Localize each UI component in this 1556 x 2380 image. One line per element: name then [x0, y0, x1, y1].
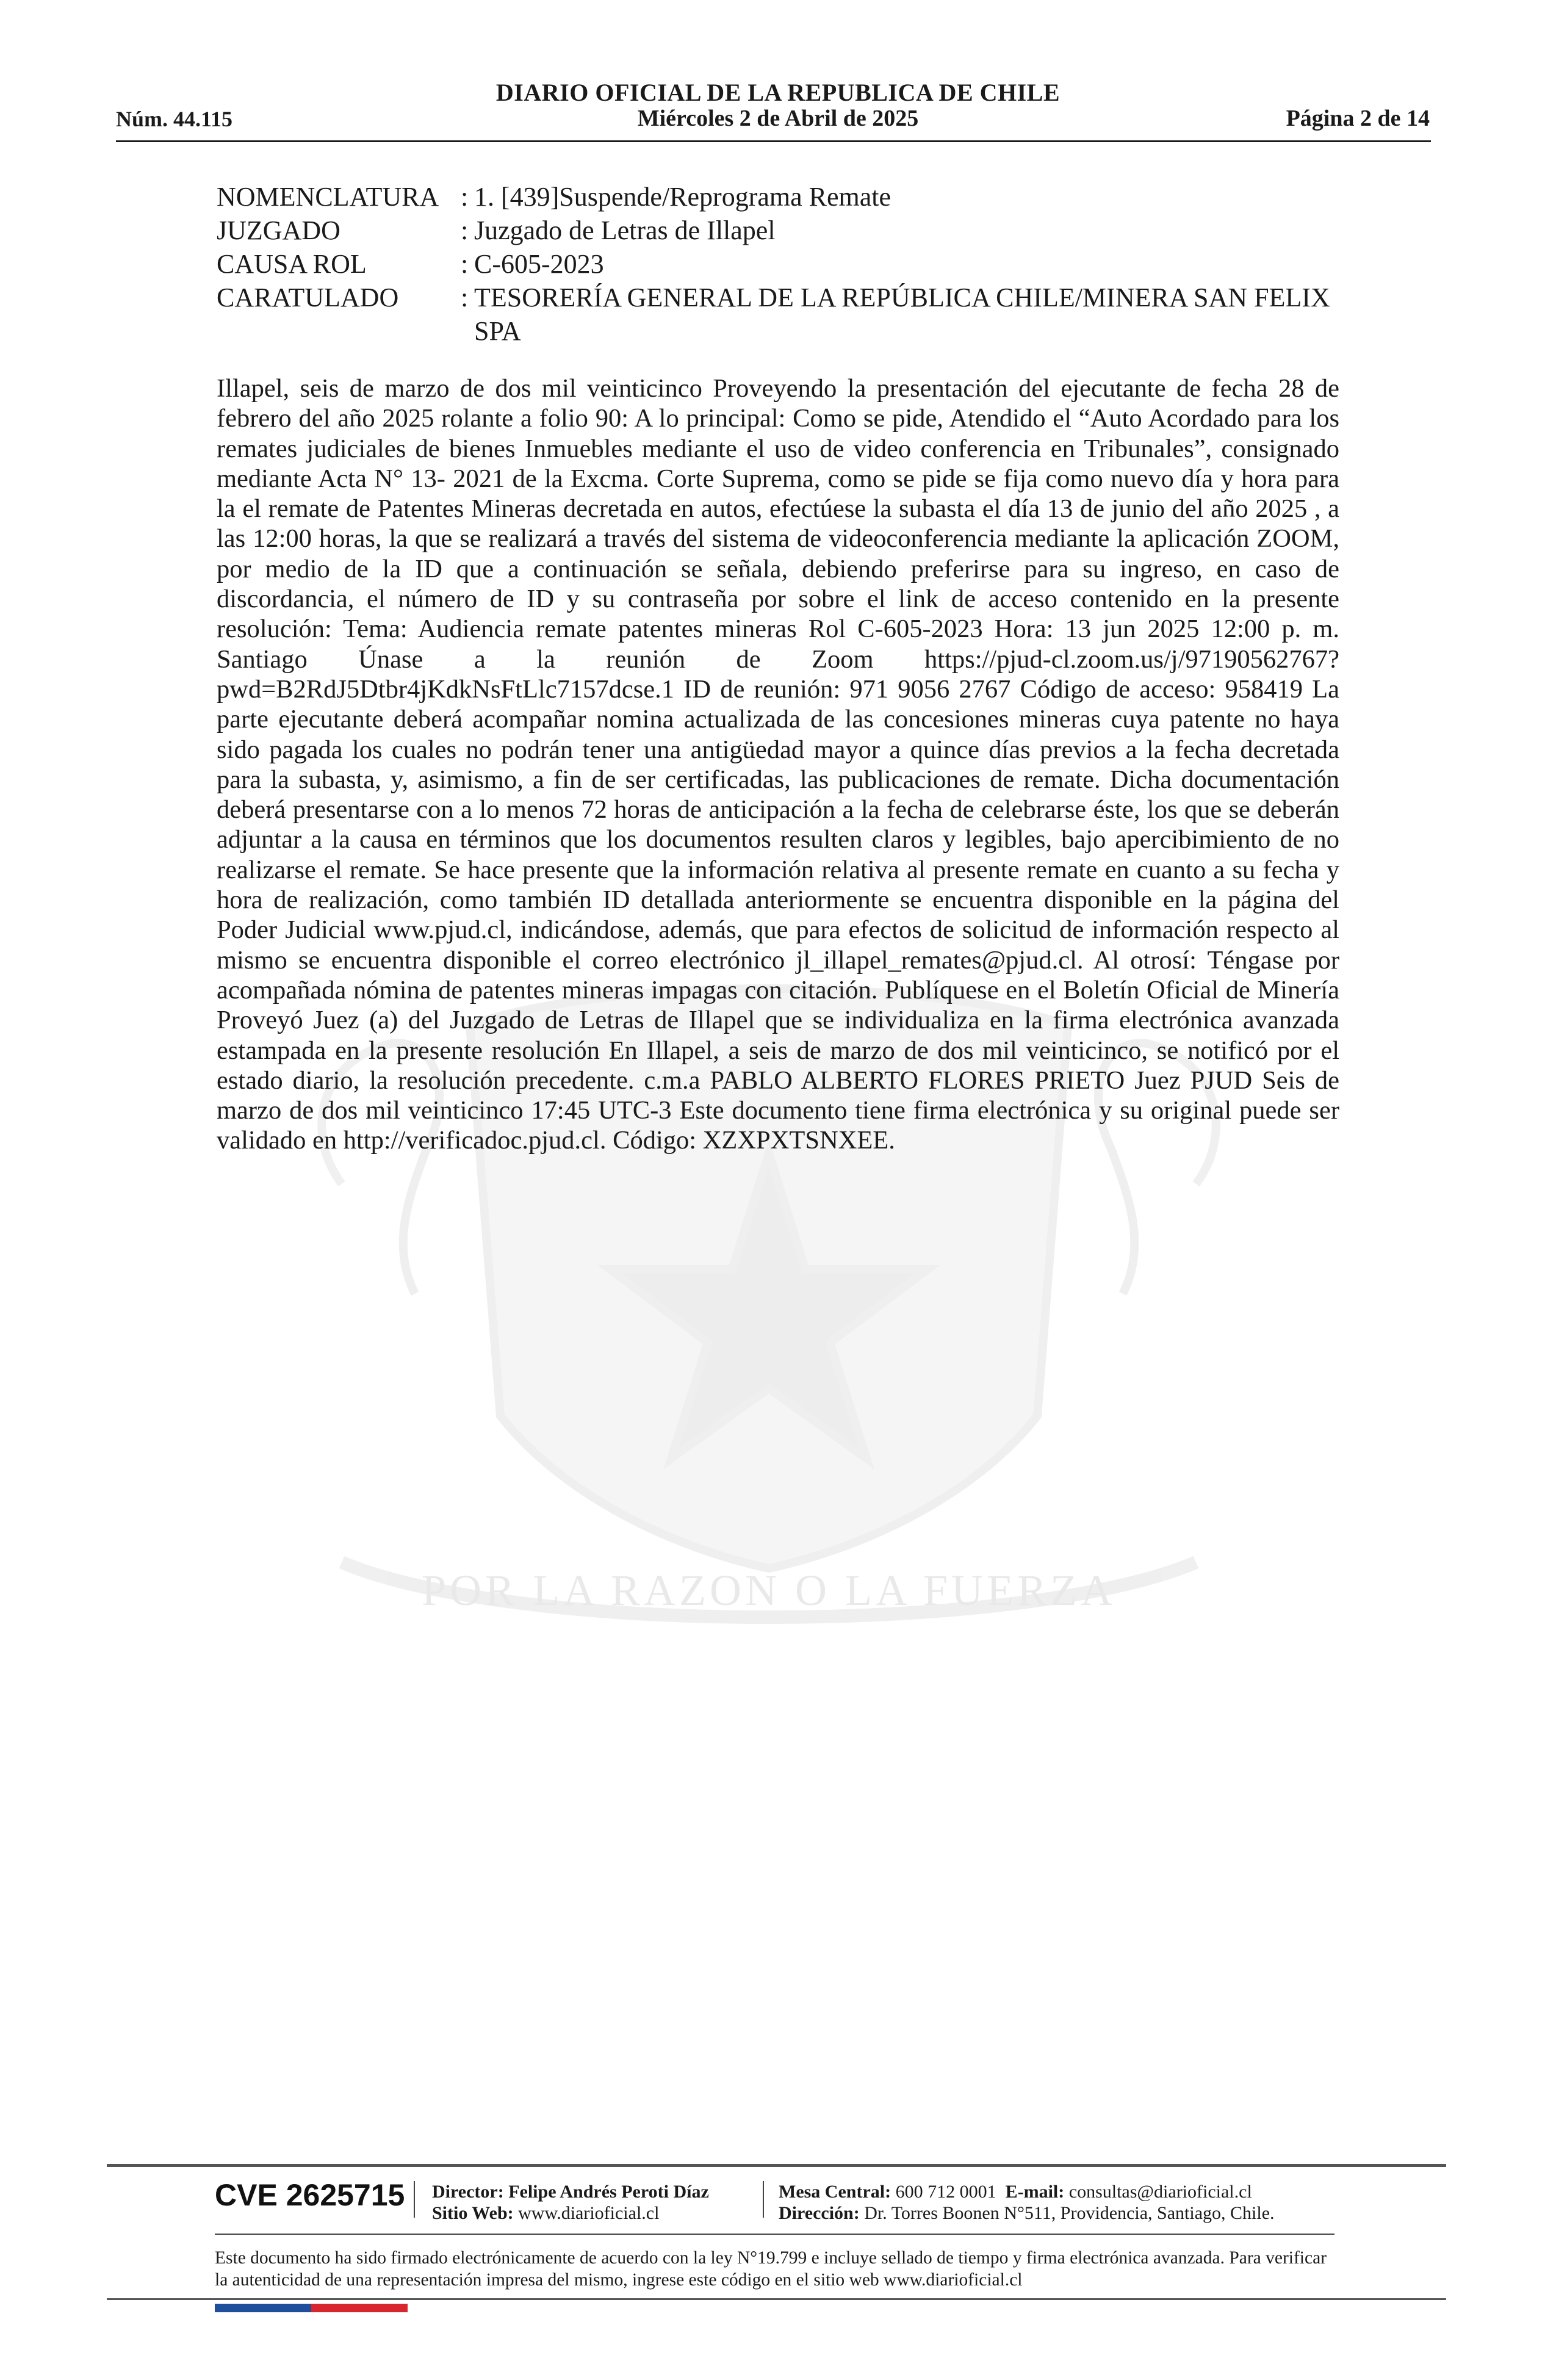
meta-separator: : — [461, 182, 469, 212]
footer-divider-top — [107, 2164, 1446, 2167]
meta-row-caratulado — [217, 281, 1345, 348]
meta-key: CARATULADO — [217, 283, 399, 312]
watermark-motto: POR LA RAZON O LA FUERZA — [421, 1566, 1117, 1615]
address-label: Dirección: — [779, 2203, 860, 2223]
meta-value: TESORERÍA GENERAL DE LA REPÚBLICA CHILE/MINERA SAN FELIX SPA — [474, 283, 1330, 346]
footer-divider-mid — [215, 2234, 1334, 2235]
footer-divider-bottom — [107, 2298, 1446, 2300]
flag-stripe-blue — [215, 2304, 311, 2312]
meta-key: CAUSA ROL — [217, 249, 367, 279]
meta-key: JUZGADO — [217, 215, 340, 245]
footer-contact-block — [779, 2181, 1275, 2224]
header-divider — [116, 140, 1431, 142]
meta-row-causa-rol — [217, 247, 1345, 281]
phone-label: Mesa Central: — [779, 2182, 891, 2202]
phone-value: 600 712 0001 — [895, 2182, 996, 2202]
page-indicator: Página 2 de 14 — [1286, 106, 1430, 131]
footer-separator — [763, 2181, 764, 2218]
cve-code: CVE 2625715 — [215, 2178, 405, 2212]
case-metadata — [217, 180, 1345, 348]
issue-number: Núm. 44.115 — [116, 107, 233, 131]
meta-key: NOMENCLATURA — [217, 182, 439, 212]
email-label: E-mail: — [1005, 2182, 1065, 2202]
flag-stripe-red — [311, 2304, 408, 2312]
issue-date: Miércoles 2 de Abril de 2025 — [637, 106, 919, 131]
meta-value: C-605-2023 — [474, 249, 604, 279]
legal-notice: Este documento ha sido firmado electrónicamente de acuerdo con la ley N°19.799 e incluye sellado de tiempo y firma electrónica avanzada. Para verificar la autenticidad de una representación impresa del mismo, ingrese este código en el sitio web www.diarioficial.cl — [215, 2248, 1327, 2290]
email-link[interactable]: consultas@diarioficial.cl — [1068, 2182, 1252, 2202]
director-label: Director: — [432, 2182, 504, 2202]
address-value: Dr. Torres Boonen N°511, Providencia, Santiago, Chile. — [864, 2203, 1275, 2223]
footer-director-block — [432, 2181, 709, 2224]
resolution-body: Illapel, seis de marzo de dos mil veinticinco Proveyendo la presentación del ejecutante de fecha 28 de febrero del año 2025 rolante a folio 90: A lo principal: Como se pide, Atendido el “Auto Acordado para los remates judiciales de bienes Inmuebles mediante el uso de video conferencia en Tribunales”, consignado mediante Acta N° 13- 2021 de la Excma. Corte Suprema, como se pide se fija como nuevo día y hora para la el remate de Patentes Mineras decretada en autos, efectúese la subasta el día 13 de junio del año 2025 , a las 12:00 horas, la que se realizará a través del sistema de videoconferencia mediante la aplicación ZOOM, por medio de la ID que a continuación se señala, debiendo preferirse para su ingreso, en caso de discordancia, el número de ID y su contraseña por sobre el link de acceso contenido en la presente resolución: Tema: Audiencia remate patentes mineras Rol C-605-2023 Hora: 13 jun 2025 12:00 p. m. Santiago Únase a la reunión de Zoom https://pjud-cl.zoom.us/j/97190562767?pwd=B2RdJ5Dtbr4jKdkNsFtLlc7157dcse.1 ID de reunión: 971 9056 2767 Código de acceso: 958419 La parte ejecutante deberá acompañar nomina actualizada de las concesiones mineras cuya patente no haya sido pagada los cuales no podrán tener una antigüedad mayor a quince días previos a la fecha decretada para la subasta, y, asimismo, a fin de ser certificadas, las publicaciones de remate. Dicha documentación deberá presentarse con a lo menos 72 horas de anticipación a la fecha de celebrarse éste, los que se deberán adjuntar a la causa en términos que los documentos resulten claros y legibles, bajo apercibimiento de no realizarse el remate. Se hace presente que la información relativa al presente remate en cuanto a su fecha y hora de realización, como también ID detallada anteriormente se encuentra disponible en la página del Poder Judicial www.pjud.cl, indicándose, además, que para efectos de solicitud de información respecto al mismo se encuentra disponible el correo electrónico jl_illapel_remates@pjud.cl. Al otrosí: Téngase por acompañada nómina de patentes mineras impagas con citación. Publíquese en el Boletín Oficial de Minería Proveyó Juez (a) del Juzgado de Letras de Illapel que se individualiza en la firma electrónica avanzada estampada en la presente resolución En Illapel, a seis de marzo de dos mil veinticinco, se notificó por el estado diario, la resolución precedente. c.m.a PABLO ALBERTO FLORES PRIETO Juez PJUD Seis de marzo de dos mil veinticinco 17:45 UTC-3 Este documento tiene firma electrónica y su original puede ser validado en http://verificadoc.pjud.cl. Código: XZXPXTSNXEE. — [217, 374, 1339, 1155]
meta-row-nomenclatura — [217, 180, 1345, 214]
director-name: Felipe Andrés Peroti Díaz — [508, 2182, 709, 2202]
site-link[interactable]: www.diarioficial.cl — [518, 2203, 660, 2223]
newspaper-title: DIARIO OFICIAL DE LA REPUBLICA DE CHILE — [495, 79, 1061, 106]
meta-row-juzgado — [217, 214, 1345, 247]
meta-separator: : — [461, 249, 469, 279]
meta-separator: : — [461, 283, 469, 312]
meta-value: Juzgado de Letras de Illapel — [474, 215, 776, 245]
site-label: Sitio Web: — [432, 2203, 514, 2223]
meta-value: 1. [439]Suspende/Reprograma Remate — [474, 182, 891, 212]
footer-separator — [414, 2181, 415, 2218]
meta-separator: : — [461, 215, 469, 245]
